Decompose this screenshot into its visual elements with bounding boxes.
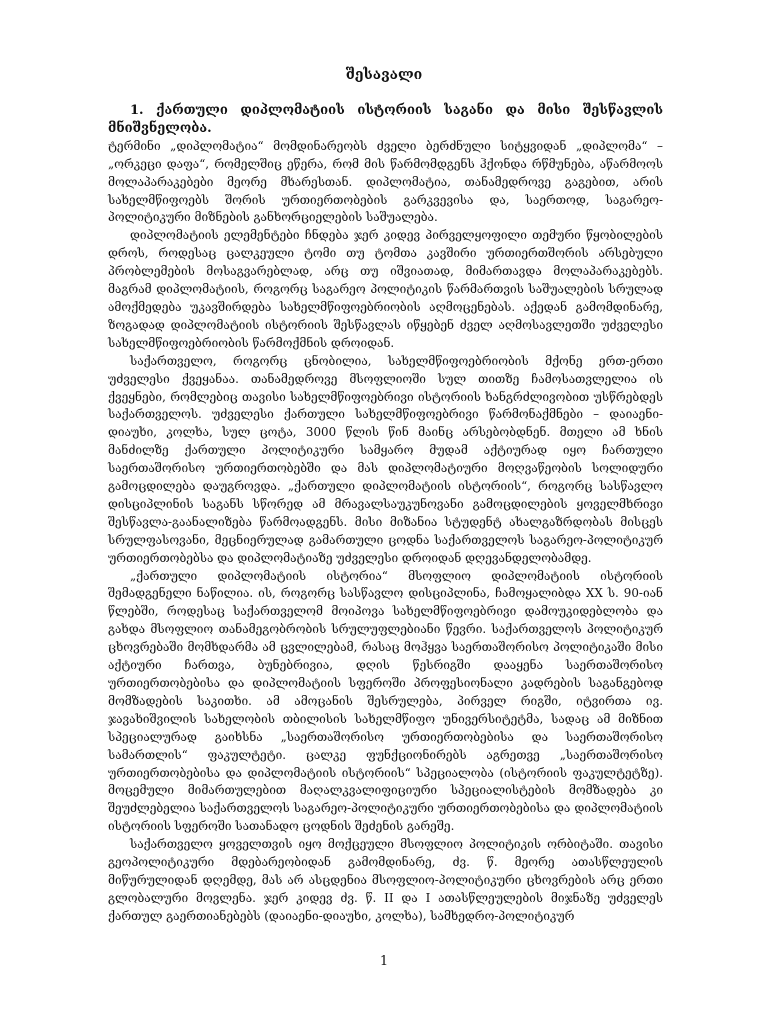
paragraph: დიპლომატიის ელემენტები ჩნდება ჯერ კიდევ პირველყოფილი თემური წყობილების დროს, როდესაც ცალკეული ტომი თუ ტომთა კავშირი ურთიერთშორის არსებული პრობლემების მოსაგვარებლად, არც თუ იშვიათად, მიმართავდა მოლაპარაკებებს. მაგრამ დიპლომატიის, როგორც საგარეო პოლიტიკის წარმართვის საშუალების სრულად ამოქმედება უკავშირდება სახელმწიფოებრიობის აღმოცენებას. აქედან გამომდინარე, ზოგადად დიპლომატიის ისტორიის შესწავლას იწყებენ ძველ აღმოსავლეთში უძველესი სახელმწიფოებრიობის წარმოქმნის დროიდან. xyxy=(108,228,663,350)
section-title: 1. ქართული დიპლომატიის ისტორიის საგანი და მისი შესწავლის მნიშვნელობა. xyxy=(108,103,663,136)
paragraph: საქართველო, როგორც ცნობილია, სახელმწიფოებრიობის მქონე ერთ-ერთი უძველესი ქვეყანაა. თანამედროვე მსოფლიოში სულ თითზე ჩამოსათვლელია ის ქვეყნები, რომლებიც თავისი სახელმწიფოებრივი ისტორიის ხანგრძლივობით უსწრებდეს საქართველოს. უძველესი ქართული სახელმწიფოებრივი წარმონაქმნები – დაიაენი-დიაუხი, კოლხა, სულ ცოტა, 3000 წლის წინ მაინც არსებობდნენ. მთელი ამ ხნის მანძილზე ქართული პოლიტიკური სამყარო მუდამ აქტიურად იყო ჩართული საერთაშორისო ურთიერთობებში და მას დიპლომატიური მოღვაწეობის სოლიდური გამოცდილება დაუგროვდა. „ქართული დიპლომატიის ისტორიის“, როგორც სასწავლო დისციპლინის საგანს სწორედ ამ მრავალსაუკუნოვანი გამოცდილების ყოველმხრივი შესწავლა-გაანალიზება წარმოადგენს. მისი მიზანია სტუდენტ ახალგაზრდობას მისცეს სრულფასოვანი, მეცნიერულად გამართული ცოდნა საქართველოს საგარეო-პოლიტიკურ ურთიერთობებსა და დიპლომატიაზე უძველესი დროიდან დღევანდელობამდე. xyxy=(108,353,663,565)
page-number: 1 xyxy=(379,954,389,969)
paragraph xyxy=(108,102,663,138)
document-body xyxy=(108,102,663,926)
page-heading: შესავალი xyxy=(345,67,423,83)
paragraph: საქართველო ყოველთვის იყო მოქცეული მსოფლიო პოლიტიკის ორბიტაში. თავისი გეოპოლიტიკური მდებარეობიდან გამომდინარე, ძვ. წ. მეორე ათასწლეულის მიწურულიდან დღემდე, მას არ ასცდენია მსოფლიო-პოლიტიკური ცხოვრების არც ერთი გლობალური მოვლენა. ჯერ კიდევ ძვ. წ. II და I ათასწლეულების მიჯნაზე უძველეს ქართულ გაერთიანებებს (დაიაენი-დიაუხი, კოლხა), სამხედრო-პოლიტიკურ xyxy=(108,837,663,923)
paragraph: „ქართული დიპლომატიის ისტორია“ მსოფლიო დიპლომატიის ისტორიის შემადგენელი ნაწილია. ის, როგორც სასწავლო დისციპლინა, ჩამოყალიბდა XX ს. 90-იან წლებში, როდესაც საქართველომ მოიპოვა სახელმწიფოებრივი დამოუკიდებლობა და გახდა მსოფლიო თანამეგობრობის სრულუფლებიანი წევრი. საქართველოს პოლიტიკურ ცხოვრებაში მომხდარმა ამ ცვლილებამ, რასაც მოჰყვა საერთაშორისო პოლიტიკაში მისი აქტიური ჩართვა, ბუნებრივია, დღის წესრიგში დააყენა საერთაშორისო ურთიერთობებისა და დიპლომატიის სფეროში პროფესიონალი კადრების საგანგებოდ მომზადების საკითხი. ამ ამოცანის შესრულება, პირველ რიგში, იტვირთა ივ. ჯავახიშვილის სახელობის თბილისის სახელმწიფო უნივერსიტეტმა, სადაც ამ მიზნით სპეციალურად გაიხსნა „საერთაშორისო ურთიერთობებისა და საერთაშორისო სამართლის“ ფაკულტეტი. ცალკე ფუნქციონირებს აგრეთვე „საერთაშორისო ურთიერთობებისა და დიპლომატიის ისტორიის“ სპეციალობა (ისტორიის ფაკულტეტზე). მოცემული მიმართულებით მაღალკვალიფიციური სპეციალისტების მომზადება კი შეუძლებელია საქართველოს საგარეო-პოლიტიკური ურთიერთობებისა და დიპლომატიის ისტორიის სფეროში სათანადო ცოდნის შეძენის გარეშე. xyxy=(108,568,663,834)
paragraph: ტერმინი „დიპლომატია“ მომდინარეობს ძველი ბერძნული სიტყვიდან „დიპლომა“ – „ორკეცი დაფა“, რომელშიც ეწერა, რომ მის წარმომდგენს ჰქონდა რწმუნება, აწარმოოს მოლაპარაკებები მეორე მხარესთან. დიპლომატია, თანამედროვე გაგებით, არის სახელმწიფოებს შორის ურთიერთობების გარკვევისა და, საერთოდ, საგარეო-პოლიტიკური მიზნების განხორციელების საშუალება. xyxy=(108,138,663,225)
